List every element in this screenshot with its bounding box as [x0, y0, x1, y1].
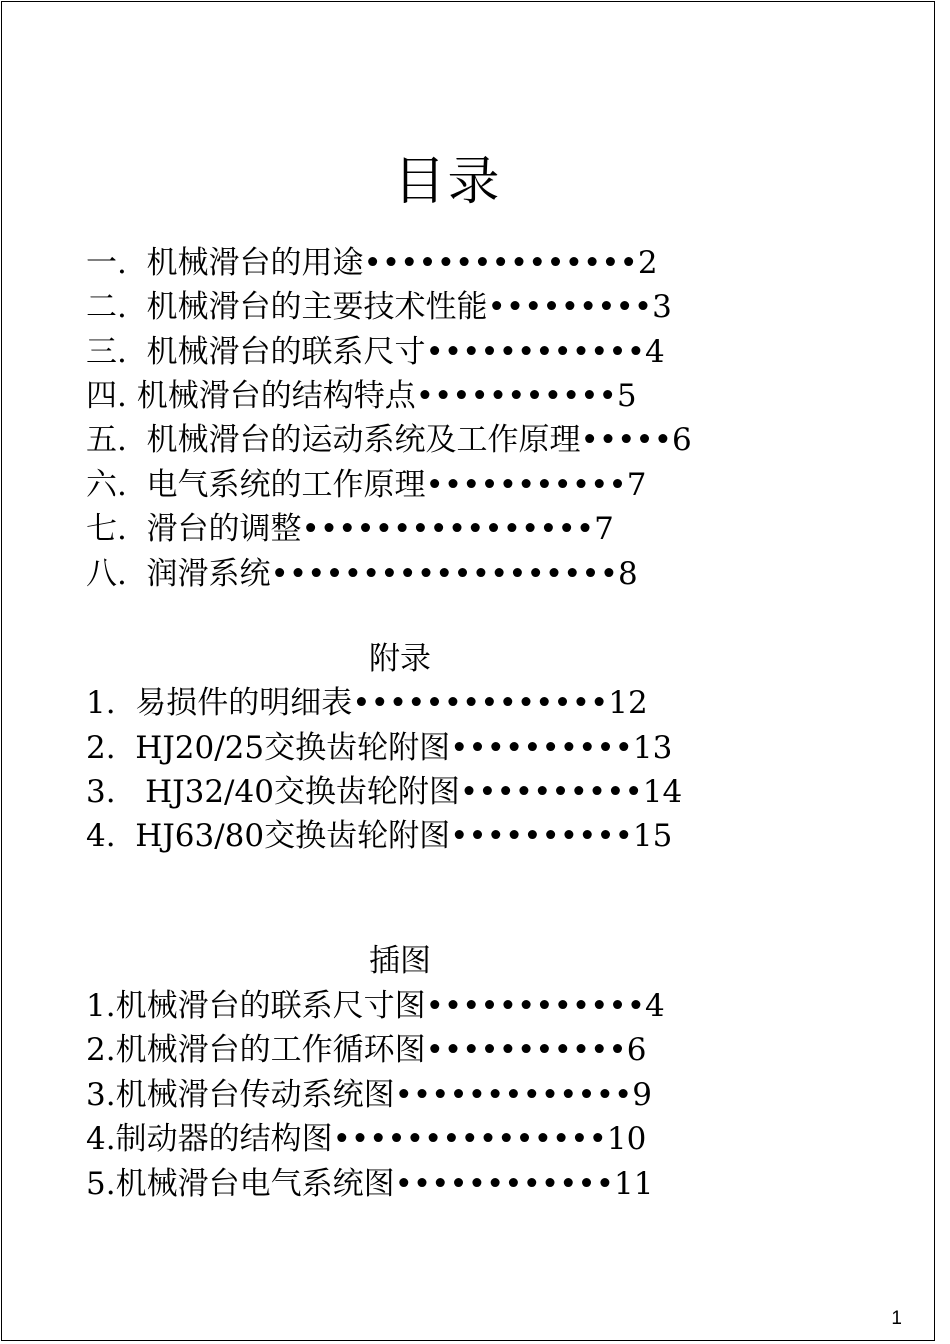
figure-entry-3: 3.机械滑台传动系统图•••••••••••••9: [86, 1077, 653, 1113]
appendix-entry-4: 4. HJ63/80交换齿轮附图••••••••••15: [86, 818, 673, 854]
page-number: 1: [891, 1308, 902, 1329]
page-title: 目录: [393, 152, 502, 212]
toc-entry-3: 三. 机械滑台的联系尺寸••••••••••••4: [86, 334, 665, 370]
figure-entry-2: 2.机械滑台的工作循环图•••••••••••6: [86, 1032, 647, 1068]
toc-entry-5: 五. 机械滑台的运动系统及工作原理•••••6: [86, 422, 692, 458]
figure-entry-4: 4.制动器的结构图•••••••••••••••10: [86, 1121, 647, 1157]
appendix-entry-1: 1. 易损件的明细表••••••••••••••12: [86, 685, 648, 721]
appendix-heading: 附录: [369, 641, 431, 677]
figure-entry-1: 1.机械滑台的联系尺寸图••••••••••••4: [86, 988, 665, 1024]
appendix-entry-2: 2. HJ20/25交换齿轮附图••••••••••13: [86, 730, 673, 766]
toc-entry-2: 二. 机械滑台的主要技术性能•••••••••3: [86, 289, 672, 325]
toc-entry-8: 八. 润滑系统•••••••••••••••••••8: [86, 556, 638, 592]
toc-entry-1: 一. 机械滑台的用途•••••••••••••••2: [86, 245, 658, 281]
appendix-entry-3: 3. HJ32/40交换齿轮附图••••••••••14: [86, 774, 683, 810]
toc-entry-6: 六. 电气系统的工作原理•••••••••••7: [86, 467, 647, 503]
figures-heading: 插图: [369, 943, 431, 979]
toc-entry-7: 七. 滑台的调整••••••••••••••••7: [86, 511, 614, 547]
toc-entry-4: 四. 机械滑台的结构特点•••••••••••5: [86, 378, 637, 414]
figure-entry-5: 5.机械滑台电气系统图••••••••••••11: [86, 1166, 654, 1202]
